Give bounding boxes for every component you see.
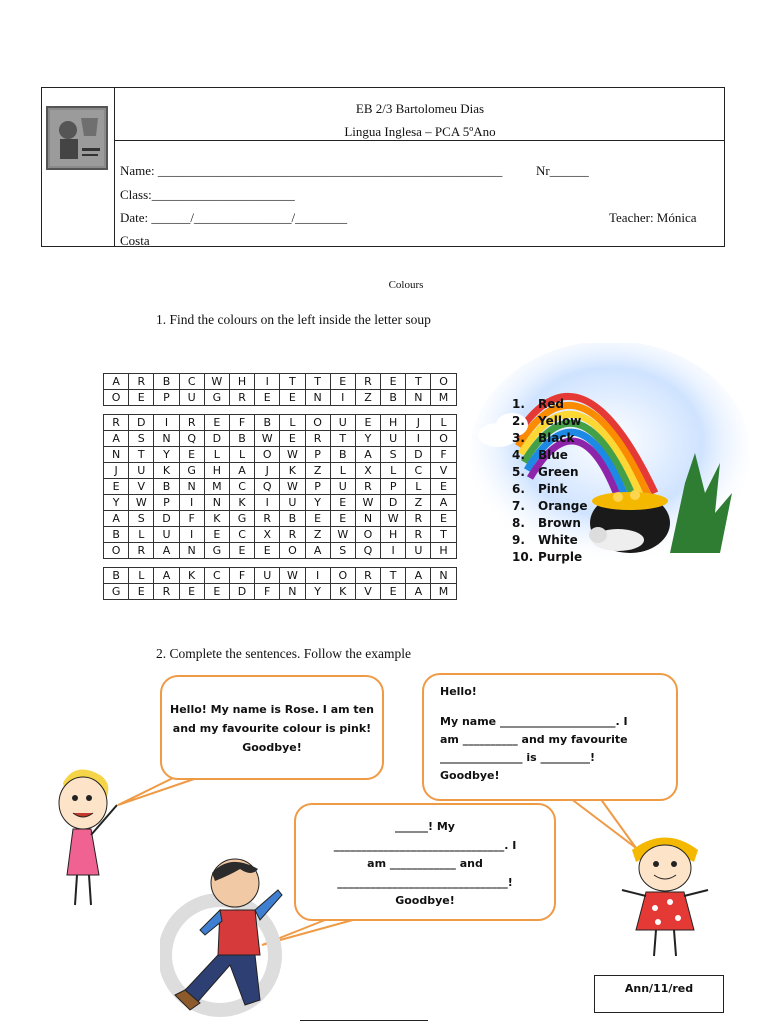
- grid-letter[interactable]: H: [204, 463, 229, 479]
- grid-letter[interactable]: K: [229, 495, 254, 511]
- grid-letter[interactable]: B: [330, 447, 355, 463]
- grid-letter[interactable]: G: [229, 511, 254, 527]
- grid-letter[interactable]: M: [431, 584, 456, 600]
- grid-letter[interactable]: F: [229, 568, 254, 584]
- grid-letter[interactable]: K: [330, 584, 355, 600]
- grid-letter[interactable]: E: [355, 415, 380, 431]
- grid-letter[interactable]: C: [179, 374, 204, 390]
- grid-letter[interactable]: R: [179, 415, 204, 431]
- grid-letter[interactable]: N: [280, 584, 305, 600]
- grid-letter[interactable]: N: [104, 447, 129, 463]
- grid-letter[interactable]: N: [179, 543, 204, 559]
- list-item: 9. White: [512, 533, 578, 547]
- grid-letter[interactable]: C: [229, 479, 254, 495]
- list-item: 2. Yellow: [512, 414, 582, 428]
- grid-letter[interactable]: E: [280, 390, 305, 406]
- grid-letter[interactable]: A: [154, 543, 179, 559]
- answer-example-box: Ann/11/red: [594, 975, 724, 1013]
- class-field[interactable]: Class:______________________: [120, 187, 295, 202]
- grid-letter[interactable]: A: [104, 511, 129, 527]
- grid-letter[interactable]: U: [381, 431, 406, 447]
- grid-letter[interactable]: J: [255, 463, 280, 479]
- fill-in-line[interactable]: My name _____________________. I: [440, 715, 628, 728]
- grid-letter[interactable]: E: [204, 584, 229, 600]
- grid-letter[interactable]: E: [179, 584, 204, 600]
- grid-letter[interactable]: F: [431, 447, 456, 463]
- grid-letter[interactable]: A: [406, 584, 431, 600]
- grid-letter[interactable]: G: [179, 463, 204, 479]
- grid-letter[interactable]: E: [280, 431, 305, 447]
- colour-word: Orange: [538, 499, 588, 513]
- grid-letter[interactable]: W: [255, 431, 280, 447]
- grid-letter[interactable]: W: [129, 495, 154, 511]
- teacher-surname: Costa: [120, 233, 150, 248]
- grid-letter[interactable]: E: [129, 584, 154, 600]
- grid-letter[interactable]: N: [154, 431, 179, 447]
- girl-illustration: [45, 765, 125, 910]
- list-item: 6. Pink: [512, 482, 568, 496]
- grid-letter[interactable]: N: [355, 511, 380, 527]
- grid-letter[interactable]: A: [406, 568, 431, 584]
- grid-letter[interactable]: B: [104, 568, 129, 584]
- grid-letter[interactable]: N: [305, 390, 330, 406]
- fill-in-line[interactable]: am __________ and my favourite: [440, 733, 628, 746]
- grid-letter[interactable]: F: [229, 415, 254, 431]
- colour-word: Purple: [538, 550, 583, 564]
- grid-letter[interactable]: C: [204, 568, 229, 584]
- grid-letter[interactable]: V: [355, 584, 380, 600]
- grid-letter[interactable]: W: [280, 479, 305, 495]
- grid-letter[interactable]: S: [129, 511, 154, 527]
- grid-letter[interactable]: R: [355, 568, 380, 584]
- grid-letter[interactable]: T: [129, 447, 154, 463]
- grid-letter[interactable]: E: [204, 415, 229, 431]
- exercise-2-instruction: 2. Complete the sentences. Follow the example: [156, 646, 411, 661]
- grid-letter[interactable]: N: [406, 390, 431, 406]
- grid-letter[interactable]: O: [255, 447, 280, 463]
- grid-letter[interactable]: B: [104, 527, 129, 543]
- subject-line: Lingua Inglesa – PCA 5ºAno: [344, 124, 496, 139]
- grid-letter[interactable]: R: [406, 511, 431, 527]
- grid-letter[interactable]: A: [305, 543, 330, 559]
- grid-letter[interactable]: W: [330, 527, 355, 543]
- grid-letter[interactable]: E: [179, 447, 204, 463]
- colour-word: White: [538, 533, 578, 547]
- grid-letter[interactable]: L: [406, 479, 431, 495]
- grid-letter[interactable]: U: [330, 415, 355, 431]
- grid-letter[interactable]: T: [280, 374, 305, 390]
- grid-letter[interactable]: R: [355, 374, 380, 390]
- grid-letter[interactable]: A: [104, 431, 129, 447]
- grid-letter[interactable]: F: [179, 511, 204, 527]
- grid-letter[interactable]: D: [129, 415, 154, 431]
- grid-letter[interactable]: P: [305, 479, 330, 495]
- colour-word: Blue: [538, 448, 568, 462]
- list-item: 4. Blue: [512, 448, 568, 462]
- grid-letter[interactable]: A: [104, 374, 129, 390]
- grid-letter[interactable]: U: [280, 495, 305, 511]
- grid-letter[interactable]: O: [431, 431, 456, 447]
- grid-letter[interactable]: L: [330, 463, 355, 479]
- grid-letter[interactable]: E: [255, 390, 280, 406]
- list-item: 10. Purple: [512, 550, 583, 564]
- grid-letter[interactable]: R: [280, 527, 305, 543]
- grid-letter[interactable]: J: [104, 463, 129, 479]
- grid-letter[interactable]: S: [129, 431, 154, 447]
- speech-bubble-right: Hello! My name _____________________. I am __________ and my favourite _______________ is _________! Goodbye!: [422, 673, 678, 801]
- exercise-1-instruction: 1. Find the colours on the left inside the letter soup: [156, 312, 431, 327]
- fill-in-line[interactable]: am ____________ and: [367, 857, 483, 870]
- colour-word: Green: [538, 465, 579, 479]
- grid-letter[interactable]: K: [280, 463, 305, 479]
- colour-word: Black: [538, 431, 575, 445]
- page-title: Colours: [388, 279, 424, 291]
- grid-letter[interactable]: V: [431, 463, 456, 479]
- grid-letter[interactable]: L: [280, 415, 305, 431]
- grid-letter[interactable]: Q: [255, 479, 280, 495]
- grid-letter[interactable]: R: [104, 415, 129, 431]
- grid-letter[interactable]: N: [431, 568, 456, 584]
- grid-letter[interactable]: D: [229, 584, 254, 600]
- grid-letter[interactable]: C: [406, 463, 431, 479]
- grid-letter[interactable]: I: [381, 543, 406, 559]
- grid-letter[interactable]: L: [229, 447, 254, 463]
- grid-letter[interactable]: O: [431, 374, 456, 390]
- grid-letter[interactable]: T: [381, 568, 406, 584]
- grid-letter[interactable]: H: [381, 527, 406, 543]
- grid-letter[interactable]: E: [381, 374, 406, 390]
- grid-letter[interactable]: U: [406, 543, 431, 559]
- grid-letter[interactable]: E: [330, 495, 355, 511]
- grid-letter[interactable]: W: [204, 374, 229, 390]
- grid-letter[interactable]: A: [355, 447, 380, 463]
- colour-word: Pink: [538, 482, 568, 496]
- grid-letter[interactable]: R: [154, 584, 179, 600]
- grid-letter[interactable]: O: [330, 568, 355, 584]
- grid-letter[interactable]: U: [129, 463, 154, 479]
- grid-letter[interactable]: B: [154, 374, 179, 390]
- list-item: 5. Green: [512, 465, 579, 479]
- grid-letter[interactable]: A: [229, 463, 254, 479]
- grid-letter[interactable]: D: [406, 447, 431, 463]
- grid-letter[interactable]: L: [431, 415, 456, 431]
- grid-letter[interactable]: X: [355, 463, 380, 479]
- grid-letter[interactable]: U: [330, 479, 355, 495]
- grid-letter[interactable]: E: [431, 511, 456, 527]
- grid-letter[interactable]: Y: [305, 584, 330, 600]
- grid-letter[interactable]: A: [154, 568, 179, 584]
- grid-letter[interactable]: I: [406, 431, 431, 447]
- grid-letter[interactable]: B: [229, 431, 254, 447]
- name-field[interactable]: Name: _____________________________________________________: [120, 163, 503, 178]
- date-field[interactable]: Date: ______/_______________/________: [120, 210, 348, 225]
- grid-letter[interactable]: E: [104, 479, 129, 495]
- grid-letter[interactable]: Z: [406, 495, 431, 511]
- grid-letter[interactable]: B: [154, 479, 179, 495]
- grid-letter[interactable]: P: [381, 479, 406, 495]
- fill-in-line[interactable]: _______________ is _________!: [440, 751, 595, 764]
- grid-letter[interactable]: R: [305, 431, 330, 447]
- grid-letter[interactable]: R: [229, 390, 254, 406]
- grid-letter[interactable]: Y: [154, 447, 179, 463]
- girl-red-dress-illustration: [610, 830, 720, 960]
- grid-letter[interactable]: I: [154, 415, 179, 431]
- grid-letter[interactable]: Y: [305, 495, 330, 511]
- grid-letter[interactable]: I: [305, 568, 330, 584]
- grid-letter[interactable]: D: [154, 511, 179, 527]
- grid-letter[interactable]: I: [179, 495, 204, 511]
- speech-bubble-example: Hello! My name is Rose. I am ten and my favourite colour is pink! Goodbye!: [160, 675, 384, 780]
- grid-letter[interactable]: F: [255, 584, 280, 600]
- grid-letter[interactable]: P: [154, 495, 179, 511]
- grid-letter[interactable]: E: [431, 479, 456, 495]
- fill-in-line[interactable]: ______! My: [395, 820, 455, 833]
- teacher-label: Teacher: Mónica: [609, 210, 697, 225]
- grid-letter[interactable]: R: [255, 511, 280, 527]
- grid-letter[interactable]: X: [255, 527, 280, 543]
- grid-letter[interactable]: O: [104, 390, 129, 406]
- grid-letter[interactable]: T: [305, 374, 330, 390]
- grid-letter[interactable]: N: [179, 479, 204, 495]
- grid-letter[interactable]: T: [406, 374, 431, 390]
- grid-letter[interactable]: B: [280, 511, 305, 527]
- grid-letter[interactable]: I: [255, 495, 280, 511]
- grid-letter[interactable]: R: [355, 479, 380, 495]
- grid-letter[interactable]: S: [330, 543, 355, 559]
- grid-letter[interactable]: E: [129, 390, 154, 406]
- speech-bubble-middle: ______! My _______________________________. I am ____________ and _______________________________! Goodbye!: [294, 803, 556, 921]
- grid-letter[interactable]: Y: [355, 431, 380, 447]
- grid-letter[interactable]: K: [179, 568, 204, 584]
- grid-letter[interactable]: E: [255, 543, 280, 559]
- grid-letter[interactable]: V: [129, 479, 154, 495]
- grid-letter[interactable]: W: [280, 447, 305, 463]
- grid-letter[interactable]: G: [104, 584, 129, 600]
- grid-letter[interactable]: P: [154, 390, 179, 406]
- grid-letter[interactable]: O: [104, 543, 129, 559]
- grid-letter[interactable]: W: [355, 495, 380, 511]
- grid-letter[interactable]: P: [305, 447, 330, 463]
- school-name: EB 2/3 Bartolomeu Dias: [355, 101, 485, 116]
- grid-letter[interactable]: C: [229, 527, 254, 543]
- grid-letter[interactable]: G: [204, 390, 229, 406]
- grid-letter[interactable]: U: [179, 390, 204, 406]
- grid-letter[interactable]: E: [305, 511, 330, 527]
- grid-letter[interactable]: S: [381, 447, 406, 463]
- fill-in-line[interactable]: _______________________________. I: [333, 838, 517, 852]
- grid-letter[interactable]: T: [431, 527, 456, 543]
- boy-illustration: [160, 855, 295, 1020]
- colour-word: Red: [538, 397, 564, 411]
- grid-letter[interactable]: I: [330, 390, 355, 406]
- grid-letter[interactable]: E: [330, 511, 355, 527]
- grid-letter[interactable]: O: [305, 415, 330, 431]
- grid-letter[interactable]: N: [204, 495, 229, 511]
- list-item: 8. Brown: [512, 516, 581, 530]
- grid-letter[interactable]: Q: [355, 543, 380, 559]
- grid-letter[interactable]: H: [431, 543, 456, 559]
- grid-letter[interactable]: Z: [355, 390, 380, 406]
- grid-letter[interactable]: J: [406, 415, 431, 431]
- grid-letter[interactable]: I: [255, 374, 280, 390]
- grid-letter[interactable]: B: [255, 415, 280, 431]
- grid-letter[interactable]: M: [204, 479, 229, 495]
- grid-letter[interactable]: K: [204, 511, 229, 527]
- grid-letter[interactable]: E: [229, 543, 254, 559]
- grid-letter[interactable]: R: [129, 543, 154, 559]
- grid-letter[interactable]: E: [381, 584, 406, 600]
- grid-letter[interactable]: I: [179, 527, 204, 543]
- colour-word: Brown: [538, 516, 581, 530]
- grid-letter[interactable]: W: [381, 511, 406, 527]
- grid-letter[interactable]: U: [154, 527, 179, 543]
- grid-letter[interactable]: E: [204, 527, 229, 543]
- grid-letter[interactable]: A: [431, 495, 456, 511]
- colour-word: Yellow: [538, 414, 582, 428]
- grid-letter[interactable]: T: [330, 431, 355, 447]
- grid-letter[interactable]: O: [355, 527, 380, 543]
- grid-letter[interactable]: L: [129, 527, 154, 543]
- grid-letter[interactable]: E: [330, 374, 355, 390]
- grid-letter[interactable]: Q: [179, 431, 204, 447]
- grid-letter[interactable]: D: [381, 495, 406, 511]
- grid-letter[interactable]: H: [381, 415, 406, 431]
- grid-letter[interactable]: Z: [305, 463, 330, 479]
- list-item: 1. Red: [512, 397, 564, 411]
- grid-letter[interactable]: U: [255, 568, 280, 584]
- grid-letter[interactable]: M: [431, 390, 456, 406]
- list-item: 7. Orange: [512, 499, 588, 513]
- grid-letter[interactable]: R: [129, 374, 154, 390]
- fill-in-line[interactable]: _______________________________!: [337, 875, 513, 889]
- list-item: 3. Black: [512, 431, 575, 445]
- grid-letter[interactable]: Y: [104, 495, 129, 511]
- grid-letter[interactable]: B: [381, 390, 406, 406]
- grid-letter[interactable]: O: [280, 543, 305, 559]
- grid-letter[interactable]: K: [154, 463, 179, 479]
- number-field[interactable]: Nr______: [536, 163, 589, 178]
- grid-letter[interactable]: R: [406, 527, 431, 543]
- grid-letter[interactable]: L: [129, 568, 154, 584]
- grid-letter[interactable]: D: [204, 431, 229, 447]
- grid-letter[interactable]: L: [204, 447, 229, 463]
- grid-letter[interactable]: L: [381, 463, 406, 479]
- grid-letter[interactable]: H: [229, 374, 254, 390]
- grid-letter[interactable]: G: [204, 543, 229, 559]
- grid-letter[interactable]: W: [280, 568, 305, 584]
- footer-line: [300, 1020, 428, 1021]
- grid-letter[interactable]: Z: [305, 527, 330, 543]
